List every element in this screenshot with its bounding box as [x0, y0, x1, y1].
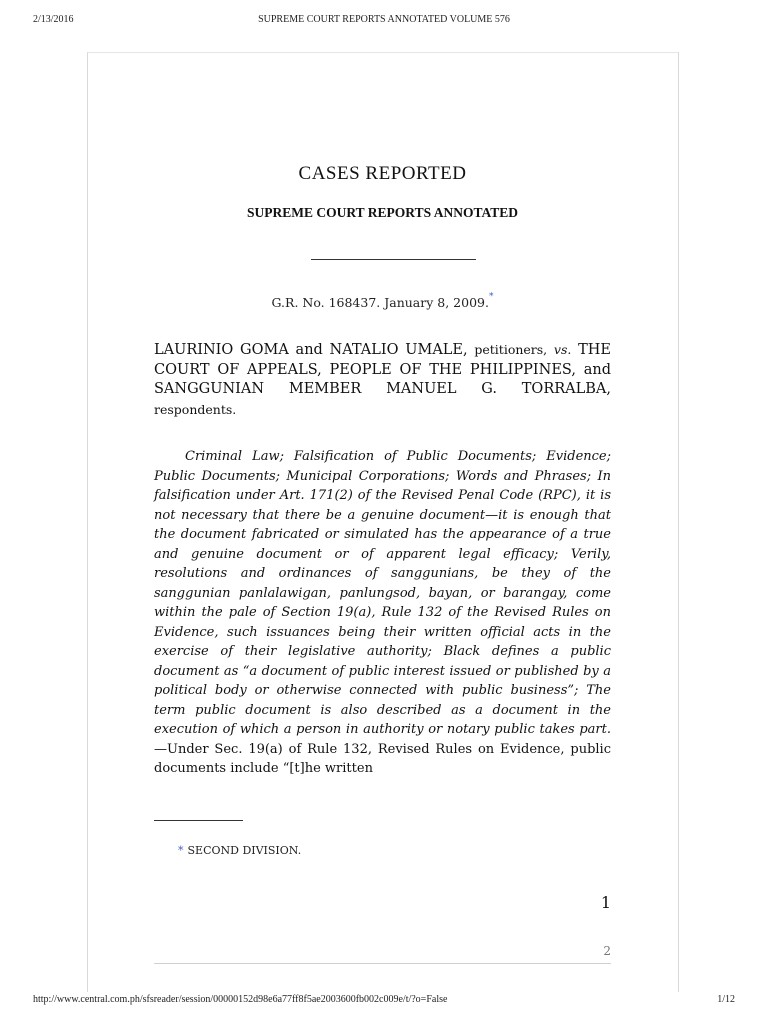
syllabus-italic: Criminal Law; Falsification of Public Documents; Evidence; Public Documents; Municipal Corporations; Words and Phrases; In falsification under Art. 171(2) of the Revised Penal Code (RPC), it is not necessary that there be a genuine document—it is enough that the document fabricated or simulated has the appearance of a true and genuine document or of apparent legal efficacy; Verily, resolutions and ordinances of sanggunians, be they of the sanggunian panlalawigan, panlungsod, bayan, or barangay, come within the pale of Section 19(a), Rule 132 of the Revised Rules on Evidence, such issuances being their written official acts in the exercise of their legislative authority; Black defines a public document as “a document of public interest issued or published by a political body or otherwise connected with public business”; The term public document is also described as a document in the execution of which a person in authority or notary public takes part. — [154, 449, 611, 737]
sub-title: SUPREME COURT REPORTS ANNOTATED — [247, 205, 518, 220]
footnote-text: SECOND DIVISION. — [187, 844, 302, 857]
title-divider — [311, 259, 476, 260]
print-footer — [0, 994, 768, 1008]
case-parties — [154, 340, 611, 420]
petitioners-names: LAURINIO GOMA and NATALIO UMALE, — [154, 342, 468, 358]
print-date: 2/13/2016 — [33, 14, 74, 25]
footnote-mark[interactable]: * — [178, 844, 184, 857]
page-bottom-divider — [154, 963, 611, 964]
case-footnote-link[interactable]: * — [488, 292, 494, 302]
page-number-small: 2 — [603, 944, 611, 958]
footnote-divider — [154, 820, 243, 821]
print-url: http://www.central.com.ph/sfsreader/session/00000152d98e6a77ff8f5ae2003600fb002c009e/t/?o=False — [33, 994, 448, 1005]
print-title: SUPREME COURT REPORTS ANNOTATED VOLUME 576 — [258, 14, 510, 25]
footnote — [178, 844, 301, 857]
versus: vs. — [553, 342, 572, 357]
page-number: 1 — [600, 893, 611, 912]
case-number — [154, 292, 611, 311]
petitioners-role: petitioners, — [474, 342, 548, 357]
syllabus-roman: —Under Sec. 19(a) of Rule 132, Revised Rules on Evidence, public documents include “[t]he written — [154, 741, 611, 776]
respondents-names: THE COURT OF APPEALS, PEOPLE OF THE PHILIPPINES, and SANGGUNIAN MEMBER MANUEL G. TORRALBA, — [154, 342, 612, 397]
print-page-count: 1/12 — [717, 994, 735, 1005]
print-header — [0, 14, 768, 28]
case-number-text: G.R. No. 168437. January 8, 2009. — [271, 295, 489, 311]
respondents-role: respondents. — [154, 401, 237, 417]
main-title: CASES REPORTED — [298, 163, 467, 184]
syllabus-paragraph — [154, 447, 611, 779]
